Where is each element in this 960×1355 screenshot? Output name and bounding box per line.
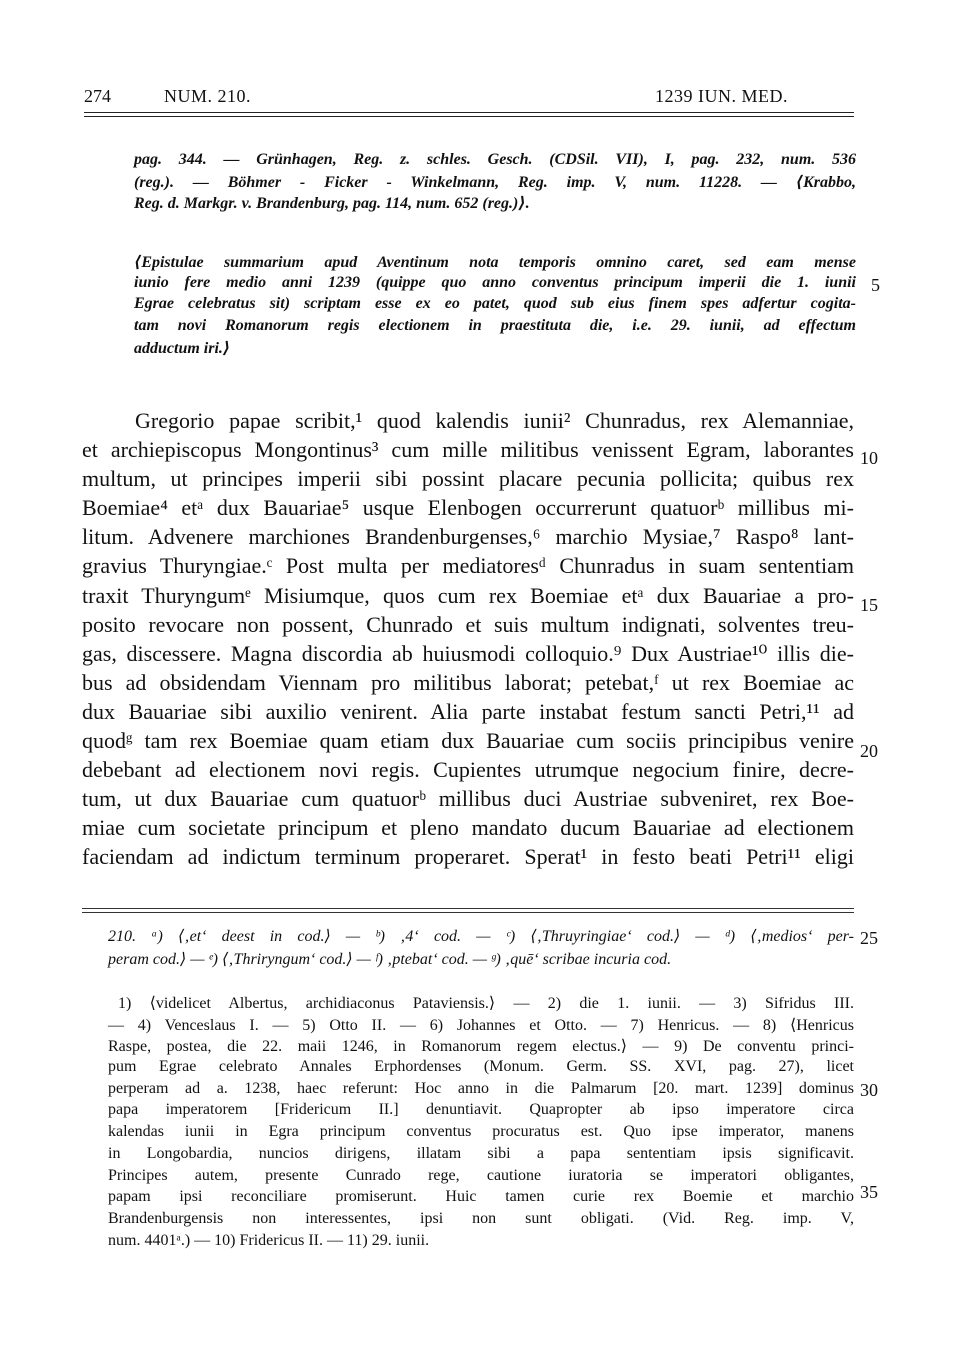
- footnote-separator: [82, 908, 854, 909]
- footnote-line: kalendas iunii in Egra principum conventus procuratus est. Quo ipse imperator, manens: [108, 1123, 854, 1141]
- text-line: et archiepiscopus Mongontinus³ cum mille militibus venissent Egram, laborantes: [82, 437, 854, 463]
- text-line: traxit Thuryngumᵉ Misiumque, quos cum rex Boemiae etᵃ dux Bauariae a pro-: [82, 582, 854, 608]
- summary-line: Egrae celebratus sit) scriptam esse ex eo patet, quod sub eius finem spes adfertur cogita-: [134, 295, 856, 312]
- footnote-line: Brandenburgensis non interessentes, ipsi non sunt obligati. (Vid. Reg. imp. V,: [108, 1209, 854, 1227]
- document-number: NUM. 210.: [164, 86, 252, 106]
- line-number: 20: [860, 741, 878, 761]
- header-rule-double: [84, 116, 854, 117]
- text-line: bus ad obsidendam Viennam pro militibus laborat; petebat,ᶠ ut rex Boemiae ac: [82, 669, 854, 695]
- footnote-line: papa imperatorem [Fridericum II.] denuntiavit. Quapropter ab ipso imperatore circa: [108, 1101, 854, 1119]
- apparatus-line: 210. ᵃ) ⟨‚et‘ deest in cod.⟩ — ᵇ) ‚4‘ cod. — ᶜ) ⟨‚Thruyringiae‘ cod.⟩ — ᵈ) ⟨‚medios‘ per-: [108, 928, 854, 945]
- header-rule: [84, 112, 854, 113]
- text-line: faciendam ad indictum terminum properaret. Sperat¹ in festo beati Petri¹¹ eligi: [82, 844, 854, 870]
- running-header: [84, 86, 854, 108]
- text-line: Gregorio papae scribit,¹ quod kalendis iunii² Chunradus, rex Alemanniae,: [135, 408, 854, 433]
- text-line: tum, ut dux Bauariae cum quatuorᵇ millibus duci Austriae subveniret, rex Boe-: [82, 786, 854, 812]
- footnotes: [108, 993, 854, 1253]
- document-date: 1239 IUN. MED.: [655, 86, 788, 106]
- reference-line: Reg. d. Markgr. v. Brandenburg, pag. 114, num. 652 (reg.)⟩.: [134, 195, 530, 212]
- footnote-line: 1) ⟨videlicet Albertus, archidiaconus Pataviensis.⟩ — 2) die 1. iunii. — 3) Sifridus III.: [118, 995, 854, 1012]
- text-line: Boemiae⁴ etᵃ dux Bauariae⁵ usque Elenbogen occurrerunt quatuorᵇ millibus mi-: [82, 495, 854, 521]
- text-line: quodᵍ tam rex Boemiae quam etiam dux Bauariae cum sociis principibus venire: [82, 728, 854, 754]
- line-number: 15: [860, 595, 878, 615]
- line-number: 5: [871, 275, 880, 295]
- editorial-summary: [134, 252, 856, 360]
- text-line: litum. Advenere marchiones Brandenburgenses,⁶ marchio Mysiae,⁷ Raspo⁸ lant-: [82, 524, 854, 550]
- footnote-line: in Longobardia, nuncios dirigens, illatam sibi a papa sententiam ipsis significavit.: [108, 1144, 854, 1162]
- text-line: debebant ad electionem novi regis. Cupientes utrumque negocium finire, decre-: [82, 757, 854, 783]
- footnote-line: num. 4401ᵃ.) — 10) Fridericus II. — 11) 29. iunii.: [108, 1231, 430, 1249]
- summary-line: iunio fere medio anni 1239 (quippe quo anno conventus principum imperii die 1. iunii: [134, 273, 856, 291]
- text-line: dux Bauariae sibi auxilio venirent. Alia parte instabat festum sancti Petri,¹¹ ad: [82, 698, 854, 724]
- text-line: miae cum societate principum et pleno mandato ducum Bauariae ad electionem: [82, 815, 854, 841]
- footnote-line: perperam ad a. 1238, haec referunt: Hoc anno in die Palmarum [20. mart. 1239] dominus: [108, 1079, 854, 1097]
- footnote-line: Principes autem, presente Cunrado rege, cautione iuratoria se imperatori obligantes,: [108, 1166, 854, 1184]
- bibliographic-references: [134, 151, 856, 214]
- footnote-line: — 4) Venceslaus I. — 5) Otto II. — 6) Johannes et Otto. — 7) Henricus. — 8) ⟨Henricus: [108, 1016, 854, 1034]
- critical-apparatus: [108, 926, 854, 972]
- footnote-separator-double: [82, 912, 854, 913]
- reference-line: (reg.). — Böhmer - Ficker - Winkelmann, Reg. imp. V, num. 11228. — ⟨Krabbo,: [134, 174, 856, 191]
- text-line: multum, ut principes imperii sibi possint placare pecunia pollicita; quibus rex: [82, 466, 854, 492]
- text-line: gravius Thuryngiae.ᶜ Post multa per mediatoresᵈ Chunradus in suam sententiam: [82, 553, 854, 579]
- footnote-line: papam ipsi reconciliare promiserunt. Huic tamen curie rex Boemie et marchio: [108, 1188, 854, 1206]
- summary-line: tam novi Romanorum regis electionem in praestituta die, i.e. 29. iunii, ad effectum: [134, 316, 856, 334]
- line-number: 10: [860, 448, 878, 468]
- main-text: [82, 408, 854, 874]
- reference-line: pag. 344. — Grünhagen, Reg. z. schles. Gesch. (CDSil. VII), I, pag. 232, num. 536: [134, 151, 856, 168]
- summary-line: ⟨Epistulae summarium apud Aventinum nota temporis omnino caret, sed eam mense: [134, 254, 856, 271]
- line-number: 30: [860, 1080, 878, 1100]
- page-number: 274: [84, 86, 111, 106]
- line-number: 25: [860, 928, 878, 948]
- text-line: gas, discessere. Magna discordia ab huiusmodi colloquio.⁹ Dux Austriae¹⁰ illis die-: [82, 640, 854, 666]
- text-line: posito revocare non possent, Chunrado et suis multum indignati, solventes treu-: [82, 611, 854, 637]
- footnote-line: Raspe, postea, die 22. maii 1246, in Romanorum regem electus.⟩ — 9) De conventu princi-: [108, 1038, 854, 1056]
- footnote-line: pum Egrae celebrato Annales Erphordenses (Monum. Germ. SS. XVI, pag. 27), licet: [108, 1058, 854, 1076]
- apparatus-line: peram cod.⟩ — ᵉ) ⟨‚Thriryngum‘ cod.⟩ — ᶠ) ‚ptebat‘ cod. — ᵍ) ‚quē‘ scribae incuria cod.: [108, 951, 672, 968]
- line-number: 35: [860, 1182, 878, 1202]
- summary-line: adductum iri.⟩: [134, 340, 231, 357]
